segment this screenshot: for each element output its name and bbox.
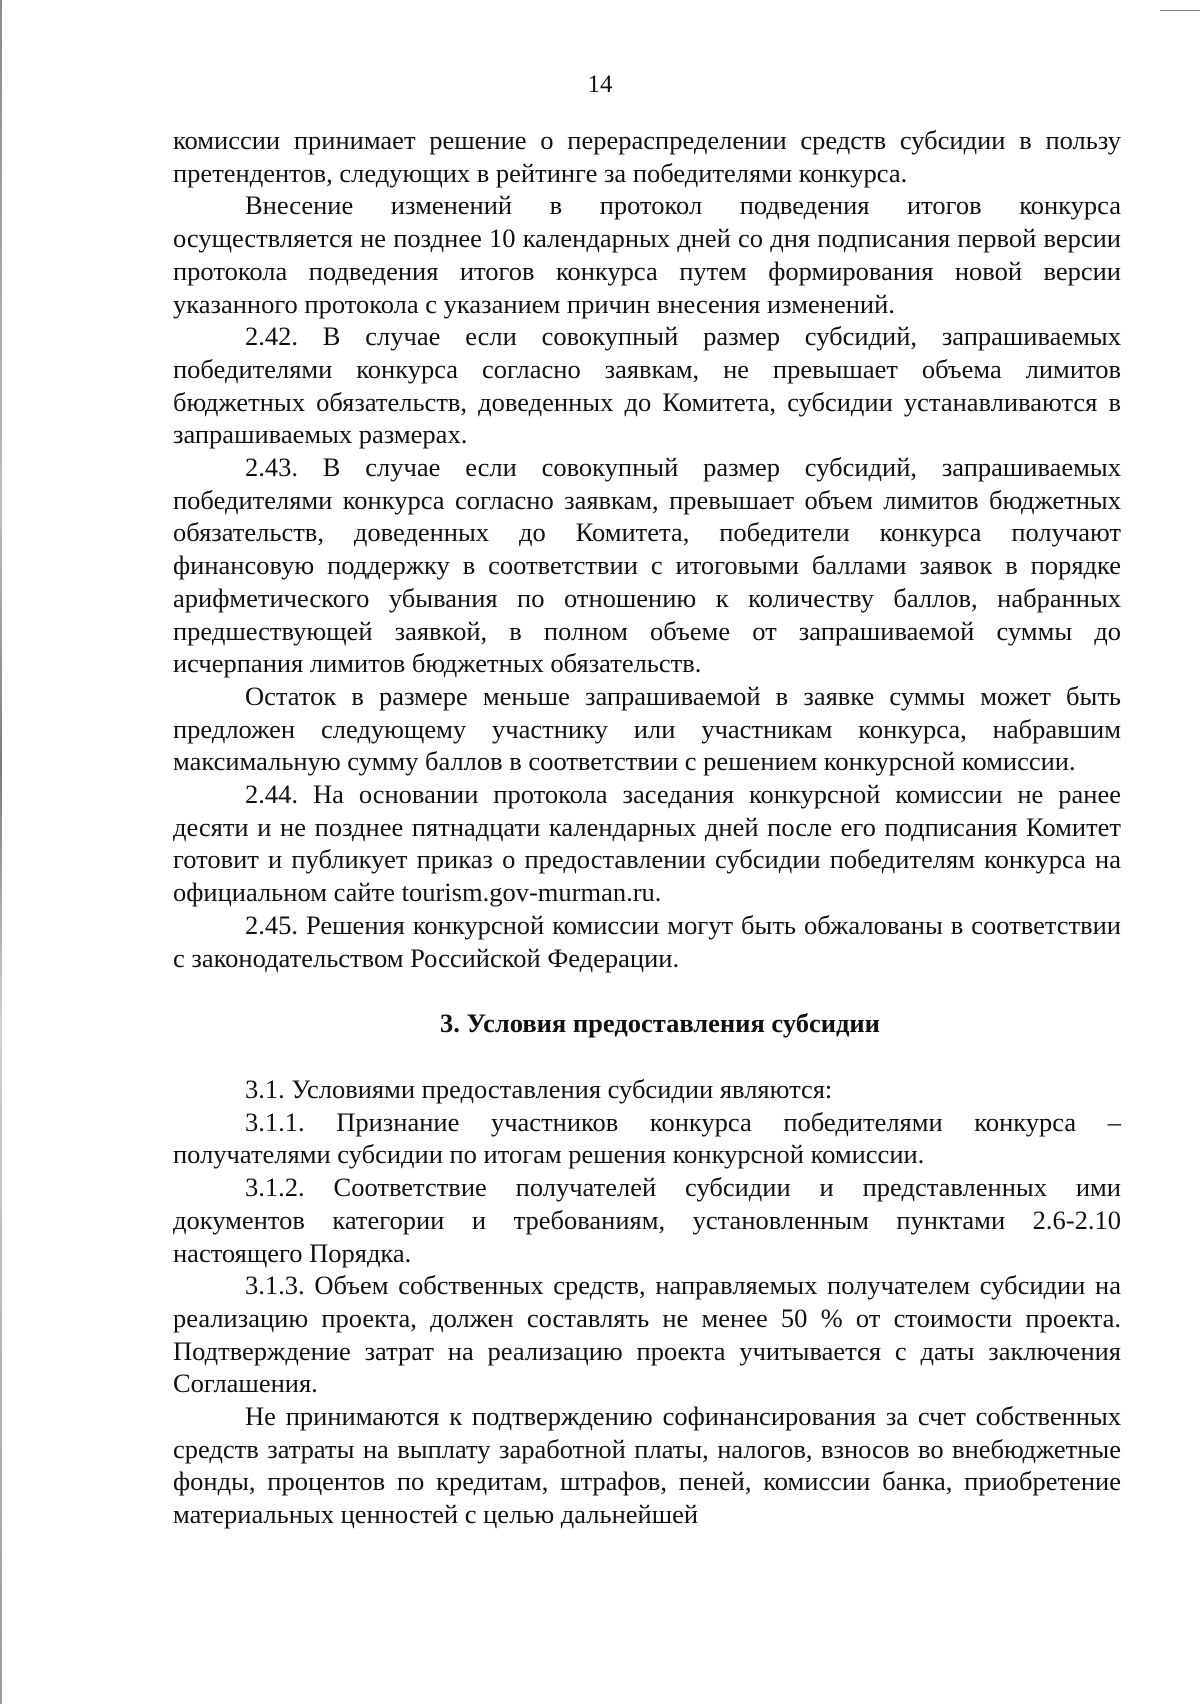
paragraph-3-1-3: 3.1.3. Объем собственных средств, направляемых получателем субсидии на реализацию проекта, должен составлять не менее 50 % от стоимости проекта. Подтверждение затрат на реализацию проекта учитывается с даты заключения Соглашения. [173, 1270, 1121, 1399]
paragraph-continuation: комиссии принимает решение о перераспределении средств субсидии в пользу претендентов, следующих в рейтинге за победителями конкурса. [173, 125, 1121, 188]
paragraph-2-43: 2.43. В случае если совокупный размер субсидий, запрашиваемых победителями конкурса согласно заявкам, превышает объем лимитов бюджетных обязательств, доведенных до Комитета, победители конкурса получают финансовую поддержку в соответствии с итоговыми баллами заявок в порядке арифметического убывания по отношению к количеству баллов, набранных предшествующей заявкой, в полном объеме от запрашиваемой суммы до исчерпания лимитов бюджетных обязательств. [173, 452, 1121, 679]
section-title: 3. Условия предоставления субсидии [440, 1008, 880, 1039]
scan-edge-top-right [1160, 0, 1200, 11]
paragraph-exclusions: Не принимаются к подтверждению софинансирования за счет собственных средств затраты на выплату заработной платы, налогов, взносов во внебюджетные фонды, процентов по кредитам, штрафов, пеней, комиссии банка, приобретение материальных ценностей с целью дальнейшей [173, 1401, 1121, 1530]
paragraph-3-1: 3.1. Условиями предоставления субсидии являются: [245, 1073, 833, 1104]
paragraph-3-1-2: 3.1.2. Соответствие получателей субсидии и представленных ими документов категории и требованиям, установленным пунктами 2.6-2.10 настоящего Порядка. [173, 1172, 1121, 1268]
paragraph-remainder: Остаток в размере меньше запрашиваемой в заявке суммы может быть предложен следующему участнику или участникам конкурса, набравшим максимальную сумму баллов в соответствии с решением конкурсной комиссии. [173, 680, 1121, 777]
paragraph-2-45: 2.45. Решения конкурсной комиссии могут быть обжалованы в соответствии с законодательством Российской Федерации. [173, 909, 1121, 973]
scan-edge-left [0, 0, 2, 1704]
document-body [173, 124, 1121, 1531]
paragraph-2-42: 2.42. В случае если совокупный размер субсидий, запрашиваемых победителями конкурса согласно заявкам, не превышает объема лимитов бюджетных обязательств, доведенных до Комитета, субсидии устанавливаются в запрашиваемых размерах. [173, 321, 1121, 450]
paragraph-protocol-changes: Внесение изменений в протокол подведения итогов конкурса осуществляется не позднее 10 календарных дней со дня подписания первой версии протокола подведения итогов конкурса путем формирования новой версии указанного протокола с указанием причин внесения изменений. [173, 190, 1121, 319]
page-number: 14 [587, 71, 613, 98]
paragraph-3-1-1: 3.1.1. Признание участников конкурса победителями конкурса – получателями субсидии по итогам решения конкурсной комиссии. [173, 1106, 1121, 1170]
paragraph-2-44: 2.44. На основании протокола заседания конкурсной комиссии не ранее десяти и не позднее пятнадцати календарных дней после его подписания Комитет готовит и публикует приказ о предоставлении субсидии победителям конкурса на официальном сайте tourism.gov-murman.ru. [173, 779, 1121, 908]
